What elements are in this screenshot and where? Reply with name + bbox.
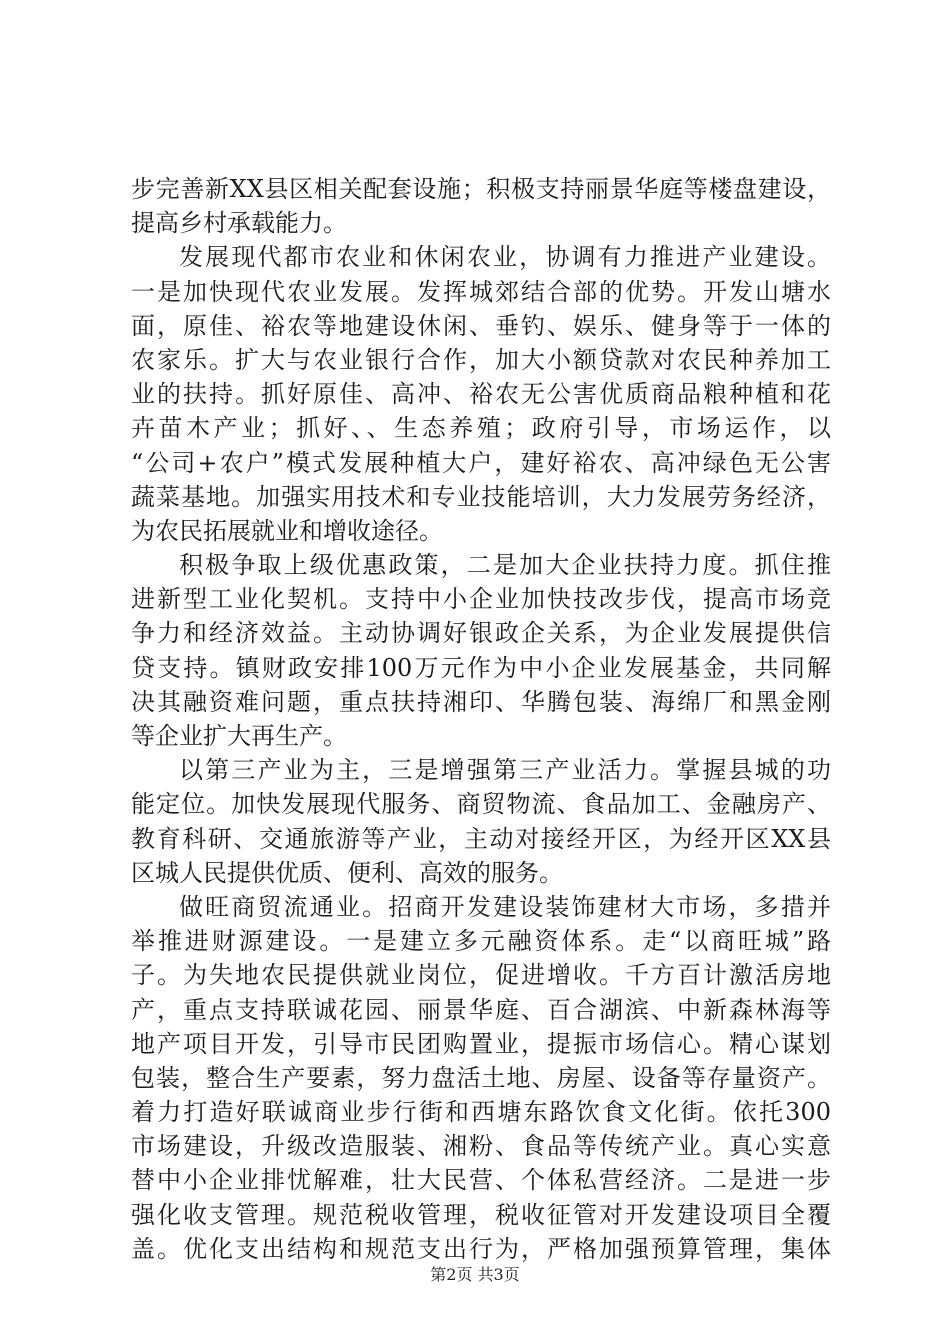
- text-line: 面，原佳、裕农等地建设休闲、垂钓、娱乐、健身等于一体的: [131, 311, 831, 340]
- text-line: 替中小企业排忧解难，壮大民营、个体私营经济。二是进一步: [131, 1166, 831, 1195]
- text-line: 能定位。加快发展现代服务、商贸物流、食品加工、金融房产、: [131, 790, 831, 819]
- text-line: 举推进财源建设。一是建立多元融资体系。走“以商旺城”路: [131, 927, 831, 956]
- text-line: 农家乐。扩大与农业银行合作，加大小额贷款对农民种养加工: [131, 345, 831, 374]
- text-line: 做旺商贸流通业。招商开发建设装饰建材大市场，多措并: [179, 892, 831, 921]
- text-line: 包装，整合生产要素，努力盘活土地、房屋、设备等存量资产。: [131, 1063, 831, 1092]
- text-line: 争力和经济效益。主动协调好银政企关系，为企业发展提供信: [131, 619, 831, 648]
- text-line: 以第三产业为主，三是增强第三产业活力。掌握县城的功: [179, 756, 831, 785]
- document-body: [131, 172, 831, 1266]
- page-footer: 第2页 共3页: [430, 1265, 520, 1284]
- text-line: 一是加快现代农业发展。发挥城郊结合部的优势。开发山塘水: [131, 277, 831, 306]
- text-line: 盖。优化支出结构和规范支出行为，严格加强预算管理，集体: [131, 1234, 831, 1263]
- text-line: 贷支持。镇财政安排100万元作为中小企业发展基金，共同解: [131, 653, 831, 682]
- text-line: 区城人民提供优质、便利、高效的服务。: [131, 858, 563, 887]
- text-line: 决其融资难问题，重点扶持湘印、华腾包装、海绵厂和黑金刚: [131, 687, 831, 716]
- text-line: “公司+农户”模式发展种植大户，建好裕农、高冲绿色无公害: [131, 448, 831, 477]
- text-line: 为农民拓展就业和增收途径。: [131, 516, 443, 545]
- text-line: 子。为失地农民提供就业岗位，促进增收。千方百计激活房地: [131, 961, 831, 990]
- text-line: 提高乡村承载能力。: [131, 209, 347, 238]
- text-line: 发展现代都市农业和休闲农业，协调有力推进产业建设。: [179, 243, 831, 272]
- text-line: 蔬菜基地。加强实用技术和专业技能培训，大力发展劳务经济，: [131, 482, 831, 511]
- text-line: 市场建设，升级改造服装、湘粉、食品等传统产业。真心实意: [131, 1132, 831, 1161]
- text-line: 产，重点支持联诚花园、丽景华庭、百合湖滨、中新森林海等: [131, 995, 831, 1024]
- text-line: 进新型工业化契机。支持中小企业加快技改步伐，提高市场竞: [131, 585, 831, 614]
- text-line: 地产项目开发，引导市民团购置业，提振市场信心。精心谋划: [131, 1029, 831, 1058]
- text-line: 业的扶持。抓好原佳、高冲、裕农无公害优质商品粮种植和花: [131, 380, 831, 409]
- text-line: 卉苗木产业；抓好、、生态养殖；政府引导，市场运作，以: [131, 414, 831, 443]
- text-line: 积极争取上级优惠政策，二是加大企业扶持力度。抓住推: [179, 551, 831, 580]
- text-line: 强化收支管理。规范税收管理，税收征管对开发建设项目全覆: [131, 1200, 831, 1229]
- text-line: 等企业扩大再生产。: [131, 722, 347, 750]
- text-line: 着力打造好联诚商业步行街和西塘东路饮食文化街。依托300: [131, 1098, 831, 1127]
- text-line: 步完善新XX县区相关配套设施；积极支持丽景华庭等楼盘建设，: [131, 175, 831, 203]
- text-line: 教育科研、交通旅游等产业，主动对接经开区，为经开区XX县: [131, 824, 831, 853]
